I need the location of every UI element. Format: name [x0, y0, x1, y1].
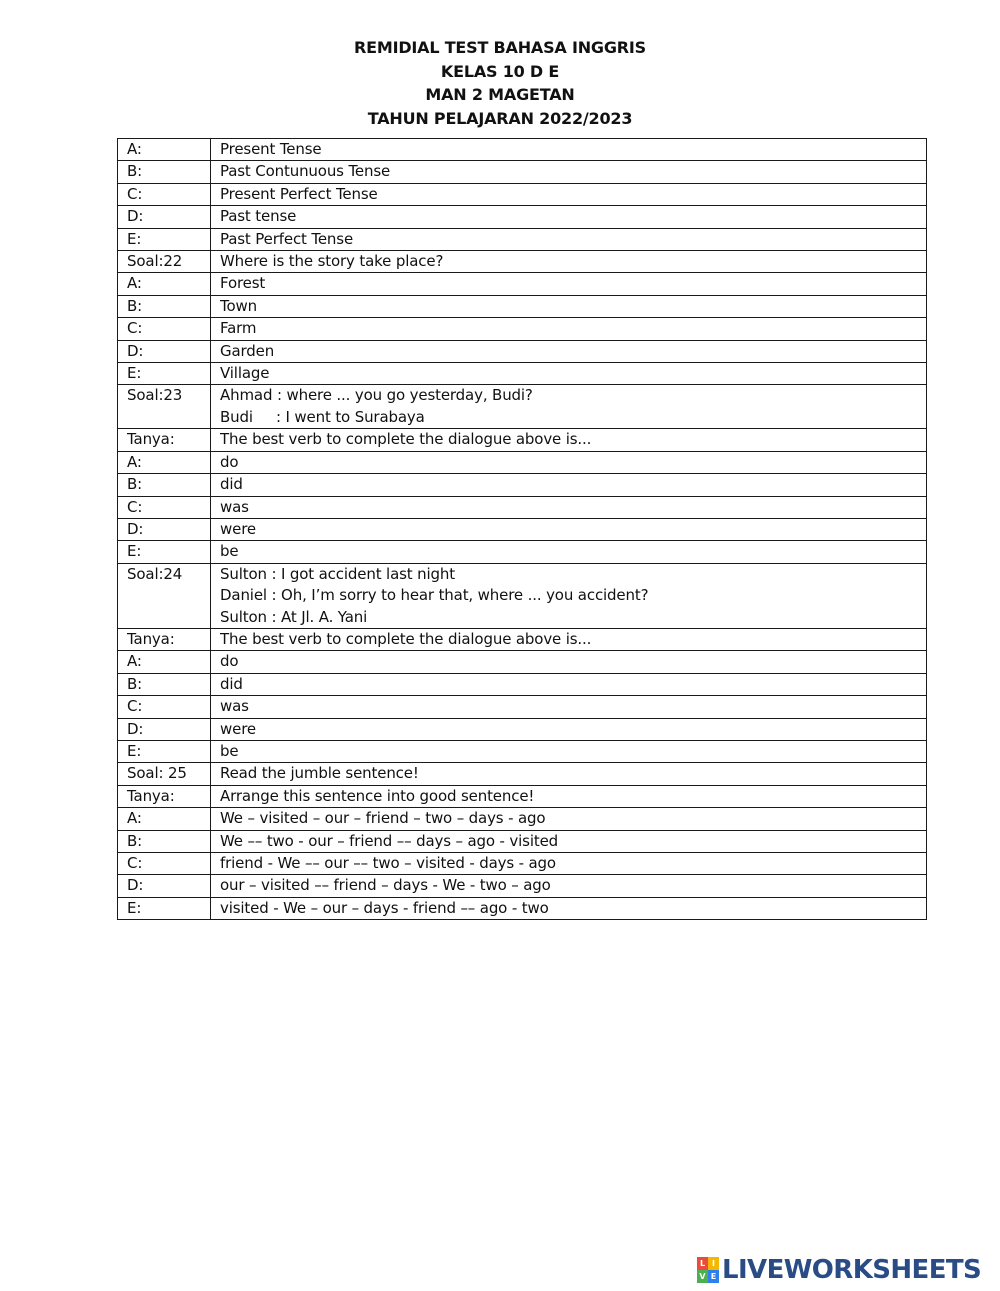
table-row	[118, 808, 927, 830]
row-text-line: visited - We – our – days - friend –– ago - two	[220, 898, 549, 917]
row-text-line: Daniel : Oh, I’m sorry to hear that, where ... you accident?	[220, 586, 649, 605]
row-label: C:	[118, 183, 211, 205]
row-text-line: Village	[220, 364, 270, 383]
row-label: Tanya:	[118, 429, 211, 451]
table-row	[118, 541, 927, 563]
table-row	[118, 161, 927, 183]
table-row	[118, 273, 927, 295]
table-row	[118, 451, 927, 473]
header-title: REMIDIAL TEST BAHASA INGGRIS	[354, 38, 646, 57]
row-label: B:	[118, 673, 211, 695]
row-text	[211, 139, 927, 161]
logo-letter-i: I	[708, 1257, 719, 1270]
row-text-line: Ahmad : where ... you go yesterday, Budi?	[220, 386, 533, 405]
row-text	[211, 206, 927, 228]
row-text	[211, 673, 927, 695]
row-text-line: do	[220, 452, 239, 471]
table-row	[118, 718, 927, 740]
row-text	[211, 628, 927, 650]
row-label: B:	[118, 295, 211, 317]
table-row	[118, 429, 927, 451]
row-text	[211, 541, 927, 563]
row-text-line: Where is the story take place?	[220, 252, 444, 271]
table-row	[118, 474, 927, 496]
row-text	[211, 429, 927, 451]
row-text	[211, 474, 927, 496]
row-label: A:	[118, 808, 211, 830]
row-text-line: Present Tense	[220, 140, 322, 158]
row-label: Soal:23	[118, 385, 211, 429]
row-label: C:	[118, 696, 211, 718]
row-text-line: were	[220, 719, 256, 738]
table-row	[118, 830, 927, 852]
row-text-line: be	[220, 741, 239, 760]
row-text	[211, 897, 927, 919]
row-text-line: The best verb to complete the dialogue above is...	[220, 430, 592, 449]
row-label: E:	[118, 740, 211, 762]
row-text	[211, 451, 927, 473]
table-row	[118, 563, 927, 628]
header-school: MAN 2 MAGETAN	[425, 85, 575, 104]
row-label: C:	[118, 496, 211, 518]
row-label: E:	[118, 897, 211, 919]
row-label: B:	[118, 161, 211, 183]
row-text	[211, 808, 927, 830]
row-text	[211, 340, 927, 362]
table-row	[118, 496, 927, 518]
table-row	[118, 740, 927, 762]
row-text	[211, 563, 927, 628]
question-table	[117, 138, 927, 920]
row-label: C:	[118, 318, 211, 340]
table-row	[118, 228, 927, 250]
table-row	[118, 518, 927, 540]
row-text	[211, 651, 927, 673]
row-text-line: our – visited –– friend – days - We - two – ago	[220, 876, 551, 895]
row-label: A:	[118, 139, 211, 161]
row-text	[211, 763, 927, 785]
table-row	[118, 385, 927, 429]
row-text	[211, 830, 927, 852]
row-text-line: did	[220, 674, 243, 693]
liveworksheets-logo-icon	[697, 1257, 719, 1283]
row-text-line: Farm	[220, 319, 257, 338]
row-text	[211, 740, 927, 762]
row-label: A:	[118, 273, 211, 295]
row-label: A:	[118, 651, 211, 673]
row-label: D:	[118, 718, 211, 740]
row-text	[211, 228, 927, 250]
row-text-line: Past Contunuous Tense	[220, 162, 391, 181]
table-row	[118, 763, 927, 785]
header-year: TAHUN PELAJARAN 2022/2023	[367, 108, 633, 128]
row-text-line: was	[220, 697, 249, 716]
row-label: D:	[118, 206, 211, 228]
table-row	[118, 696, 927, 718]
row-label: Tanya:	[118, 628, 211, 650]
row-text-line: Forest	[220, 274, 266, 293]
row-text-line: Read the jumble sentence!	[220, 764, 419, 783]
document-header	[0, 36, 1000, 130]
row-label: Soal:22	[118, 251, 211, 273]
row-label: B:	[118, 830, 211, 852]
row-text	[211, 363, 927, 385]
row-label: E:	[118, 541, 211, 563]
row-text-line: was	[220, 497, 249, 516]
header-class: KELAS 10 D E	[440, 61, 560, 81]
row-label: Soal:24	[118, 563, 211, 628]
dialog-line	[220, 407, 926, 428]
liveworksheets-logo[interactable]	[697, 1256, 981, 1284]
row-label: D:	[118, 340, 211, 362]
row-text	[211, 161, 927, 183]
table-row	[118, 139, 927, 161]
table-row	[118, 340, 927, 362]
row-text-line: Arrange this sentence into good sentence!	[220, 786, 535, 805]
row-label: D:	[118, 875, 211, 897]
table-row	[118, 628, 927, 650]
row-text	[211, 496, 927, 518]
row-text	[211, 295, 927, 317]
row-text	[211, 183, 927, 205]
row-text-line: do	[220, 652, 239, 671]
row-text-line: Present Perfect Tense	[220, 184, 378, 203]
row-label: C:	[118, 853, 211, 875]
table-row	[118, 295, 927, 317]
table-row	[118, 183, 927, 205]
row-text-line: We – visited – our – friend – two – days - ago	[220, 809, 546, 828]
row-label: E:	[118, 228, 211, 250]
table-row	[118, 897, 927, 919]
liveworksheets-logo-text: LIVEWORKSHEETS	[722, 1255, 982, 1285]
row-text-line: We –– two - our – friend –– days – ago - visited	[220, 831, 559, 850]
row-label: Soal: 25	[118, 763, 211, 785]
row-label: A:	[118, 451, 211, 473]
row-label: B:	[118, 474, 211, 496]
row-label: D:	[118, 518, 211, 540]
table-row	[118, 875, 927, 897]
dialog-speaker: Budi	[220, 407, 253, 426]
table-row	[118, 206, 927, 228]
table-row	[118, 318, 927, 340]
row-text	[211, 251, 927, 273]
row-text-line: The best verb to complete the dialogue above is...	[220, 629, 592, 648]
logo-letter-v: V	[697, 1270, 708, 1283]
row-text	[211, 385, 927, 429]
row-text-line: Town	[220, 296, 257, 315]
row-text	[211, 875, 927, 897]
row-text-line: Past Perfect Tense	[220, 229, 354, 248]
row-text	[211, 853, 927, 875]
row-text-line: be	[220, 542, 239, 561]
row-label: E:	[118, 363, 211, 385]
row-text-line: were	[220, 519, 256, 538]
row-text	[211, 785, 927, 807]
row-text	[211, 696, 927, 718]
table-row	[118, 785, 927, 807]
row-text	[211, 518, 927, 540]
logo-letter-l: L	[697, 1257, 708, 1270]
row-text-line: did	[220, 475, 243, 494]
row-label: Tanya:	[118, 785, 211, 807]
table-row	[118, 651, 927, 673]
question-table-body	[118, 139, 927, 920]
table-row	[118, 363, 927, 385]
dialog-text: : I went to Surabaya	[276, 407, 425, 426]
row-text	[211, 718, 927, 740]
row-text-line: Past tense	[220, 207, 297, 226]
table-row	[118, 673, 927, 695]
table-row	[118, 853, 927, 875]
row-text	[211, 273, 927, 295]
table-row	[118, 251, 927, 273]
logo-letter-e: E	[708, 1270, 719, 1283]
row-text-line: Sulton : At Jl. A. Yani	[220, 607, 368, 626]
row-text	[211, 318, 927, 340]
row-text-line: friend - We –– our –– two – visited - days - ago	[220, 854, 556, 872]
row-text-line: Garden	[220, 341, 275, 360]
row-text-line: Sulton : I got accident last night	[220, 564, 455, 583]
